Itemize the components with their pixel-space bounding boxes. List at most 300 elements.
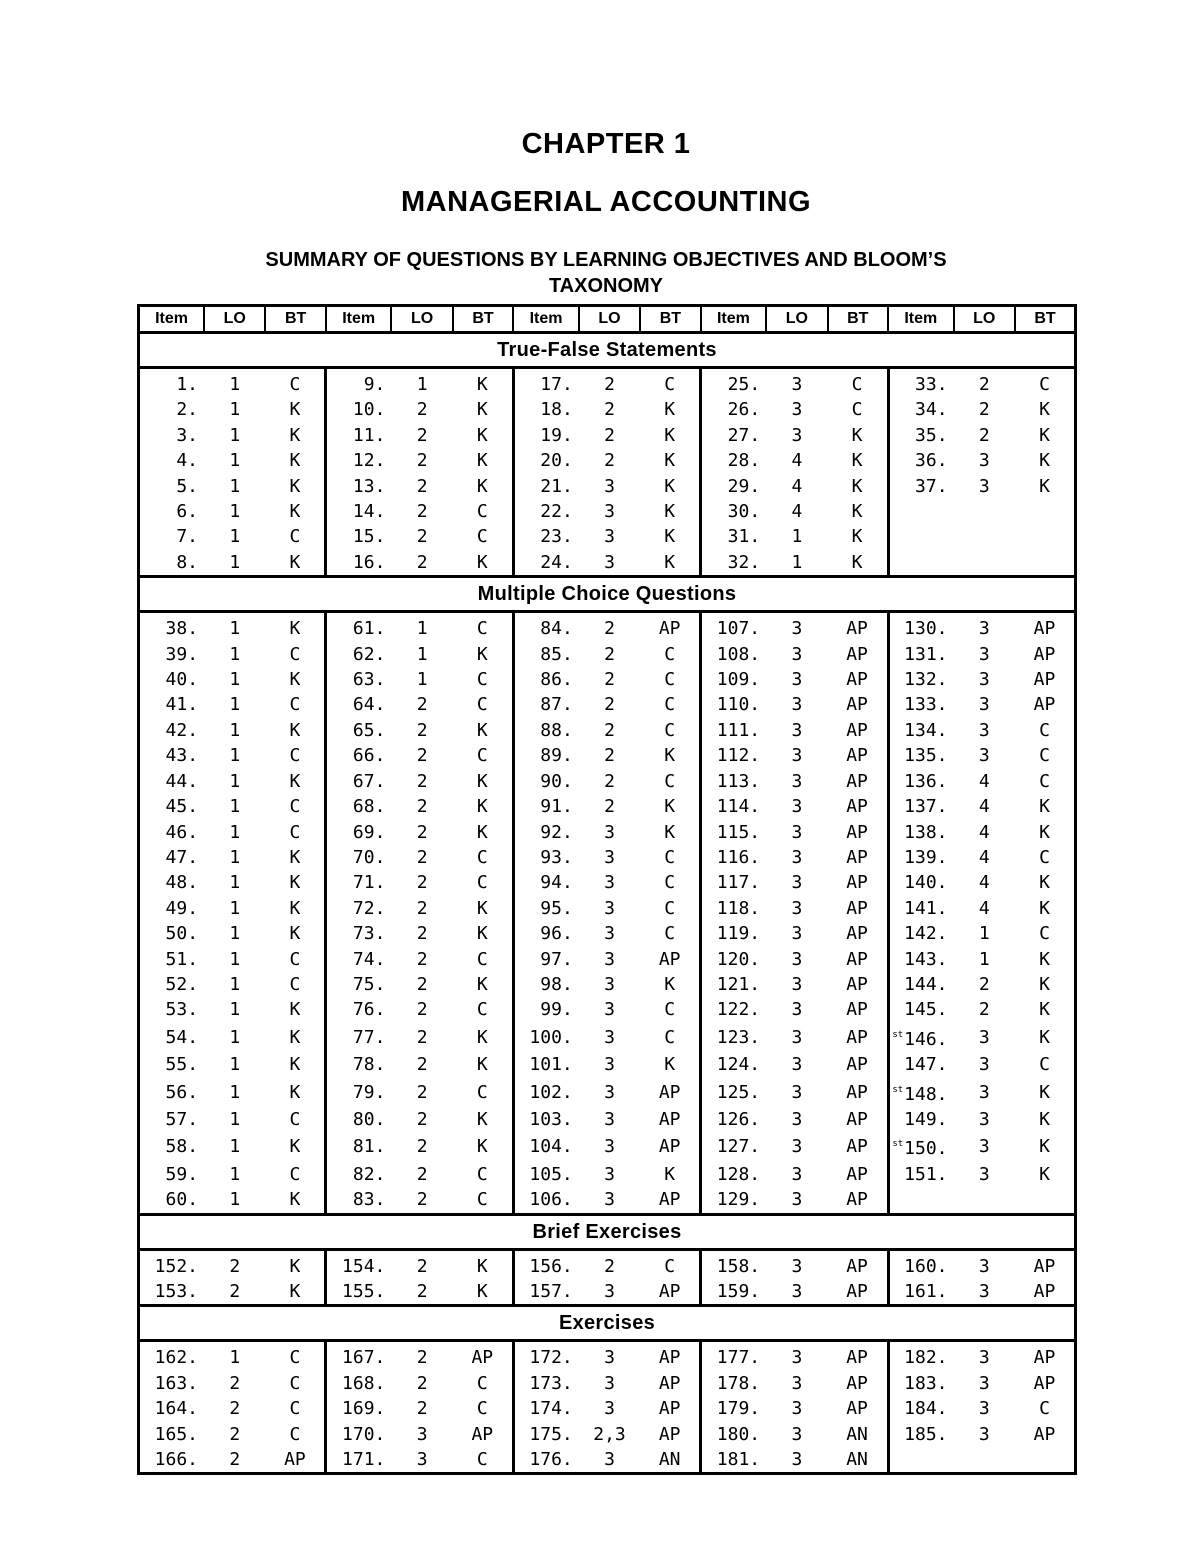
bt-cell: K (289, 475, 301, 497)
item-cell: 3. (176, 424, 199, 446)
lo-cell: 1 (229, 1163, 241, 1185)
bt-cell: AP (846, 796, 868, 818)
lo-cell: 1 (229, 643, 241, 665)
item-cell: 172. (513, 1341, 579, 1371)
col-header-lo: LO (954, 306, 1015, 333)
table-row (139, 1107, 1076, 1132)
item-cell: 176. (513, 1447, 579, 1474)
bt-cell: AP (1033, 1423, 1056, 1445)
bt-cell: K (1039, 1108, 1050, 1130)
bt-cell: AP (658, 1189, 681, 1211)
item-cell: 90. (513, 769, 579, 794)
bt-cell: C (289, 796, 301, 818)
bt-cell: K (289, 1255, 301, 1277)
bt-cell: K (476, 374, 488, 395)
table-body (139, 333, 1076, 1474)
item-cell: 168. (326, 1371, 392, 1396)
bt-cell: K (476, 1281, 488, 1302)
bt-cell: C (1039, 770, 1050, 792)
bt-cell: AP (846, 999, 868, 1021)
lo-cell: 3 (791, 424, 803, 446)
lo-cell: 3 (791, 1449, 803, 1471)
item-cell: 16. (326, 550, 392, 577)
lo-cell: 2 (604, 770, 615, 792)
item-cell: 131. (888, 642, 954, 667)
chapter-heading: CHAPTER 1 (521, 128, 691, 160)
item-cell: 169. (326, 1396, 392, 1421)
bt-cell: AP (1033, 643, 1056, 665)
item-cell: 53. (165, 999, 199, 1021)
bt-cell: AP (284, 1449, 306, 1471)
bt-cell: C (476, 1398, 488, 1420)
item-cell: 112. (701, 743, 767, 768)
bt-cell: C (476, 526, 488, 548)
lo-cell (954, 1187, 1015, 1214)
lo-cell: 2 (416, 1398, 428, 1420)
bt-cell: C (1039, 1398, 1050, 1420)
item-cell: 94. (513, 870, 579, 895)
section-header-row (139, 1306, 1076, 1341)
item-cell: 142. (888, 921, 954, 946)
bt-cell: K (1039, 973, 1050, 995)
bt-cell: AN (846, 1449, 868, 1471)
lo-cell: 3 (978, 694, 990, 716)
bt-cell: AP (1033, 1281, 1056, 1302)
table-row (139, 743, 1076, 768)
lo-cell: 3 (978, 643, 990, 665)
table-row (139, 997, 1076, 1022)
item-cell: 58. (165, 1136, 199, 1158)
lo-cell: 3 (791, 1081, 803, 1103)
col-header-bt: BT (265, 306, 325, 333)
item-cell: 76. (326, 997, 392, 1022)
bt-cell: C (1039, 1054, 1050, 1076)
item-cell: 165. (154, 1423, 199, 1445)
lo-cell: 3 (604, 821, 615, 843)
item-cell: 50. (165, 923, 199, 945)
bt-cell: K (851, 551, 863, 573)
lo-cell: 2 (604, 1255, 615, 1277)
bt-cell: K (289, 450, 301, 472)
bt-cell: AP (846, 948, 868, 970)
item-cell: 117. (701, 870, 767, 895)
item-cell: 129. (701, 1187, 767, 1214)
table-row (139, 612, 1076, 642)
bt-cell: K (476, 796, 488, 818)
item-cell: 151. (888, 1162, 954, 1187)
lo-cell: 1 (978, 948, 990, 970)
bt-cell: AP (846, 846, 868, 868)
col-header-lo: LO (204, 306, 265, 333)
table-row (139, 1279, 1076, 1306)
lo-cell: 2 (229, 1398, 241, 1420)
item-cell: 128. (701, 1162, 767, 1187)
table-row (139, 1078, 1076, 1107)
bt-cell: AP (658, 1372, 681, 1394)
bt-cell: C (476, 745, 488, 767)
item-cell: 164. (154, 1398, 199, 1420)
item-cell: 183. (888, 1371, 954, 1396)
item-cell: 41. (165, 694, 199, 716)
table-row (139, 667, 1076, 692)
item-cell: 130. (888, 612, 954, 642)
lo-cell: 1 (229, 796, 241, 818)
lo-cell: 3 (791, 669, 803, 691)
item-cell: 2. (176, 399, 199, 421)
item-cell: 104. (513, 1132, 579, 1161)
item-cell: 80. (326, 1107, 392, 1132)
lo-cell: 3 (604, 1398, 615, 1420)
lo-cell: 3 (791, 1398, 803, 1420)
lo-cell: 1 (229, 1347, 241, 1369)
section-title: Multiple Choice Questions (139, 577, 1076, 612)
item-cell: 159. (701, 1279, 767, 1306)
lo-cell: 1 (416, 374, 428, 395)
bt-cell: C (476, 948, 488, 970)
item-cell: 74. (326, 947, 392, 972)
lo-cell: 3 (791, 846, 803, 868)
lo-cell: 3 (791, 745, 803, 767)
item-cell (888, 1132, 954, 1161)
lo-cell: 2 (229, 1423, 241, 1445)
lo-cell: 2,3 (593, 1423, 626, 1445)
item-cell: 19. (513, 423, 579, 448)
lo-cell: 3 (604, 948, 615, 970)
bt-cell: K (664, 424, 676, 446)
section-title: True-False Statements (139, 333, 1076, 368)
bt-cell: AP (1033, 1347, 1056, 1369)
item-cell: 173. (513, 1371, 579, 1396)
lo-cell: 3 (791, 1136, 803, 1158)
bt-cell: C (476, 1449, 488, 1471)
bt-cell: C (664, 1255, 676, 1277)
bt-cell: K (1039, 475, 1050, 497)
bt-cell: K (476, 1108, 488, 1130)
item-cell: 115. (701, 820, 767, 845)
lo-cell: 3 (978, 1398, 990, 1420)
bt-cell: K (289, 1026, 301, 1048)
lo-cell: 2 (978, 399, 990, 421)
item-cell: 143. (888, 947, 954, 972)
lo-cell: 3 (978, 1026, 990, 1048)
lo-cell: 3 (604, 1347, 615, 1369)
bt-cell: C (476, 1189, 488, 1211)
item-cell: 28. (701, 448, 767, 473)
bt-cell: C (476, 501, 488, 523)
bt-cell: AP (846, 618, 868, 640)
bt-cell: K (664, 1054, 676, 1076)
col-header-item: Item (888, 306, 954, 333)
lo-cell: 3 (604, 1449, 615, 1471)
lo-cell: 2 (416, 948, 428, 970)
bt-cell: C (289, 374, 301, 395)
item-cell: 18. (513, 397, 579, 422)
item-cell: 13. (326, 474, 392, 499)
item-cell: 77. (326, 1023, 392, 1052)
lo-cell: 1 (229, 501, 241, 523)
lo-cell: 2 (416, 1281, 428, 1302)
item-cell (888, 1187, 954, 1214)
bt-cell: K (1039, 1136, 1050, 1158)
lo-cell: 2 (416, 1136, 428, 1158)
lo-cell: 3 (978, 1136, 990, 1158)
lo-cell: 3 (978, 450, 990, 472)
lo-cell: 3 (978, 1081, 990, 1103)
bt-cell: AP (1033, 618, 1056, 640)
lo-cell: 2 (416, 1054, 428, 1076)
bt-cell: C (476, 872, 488, 894)
item-cell: 86. (513, 667, 579, 692)
table-caption (0, 247, 1200, 299)
item-cell: 119. (701, 921, 767, 946)
table-row (139, 870, 1076, 895)
bt-cell: AP (846, 1026, 868, 1048)
lo-cell: 2 (229, 1449, 241, 1471)
chapter-title: MANAGERIAL ACCOUNTING (400, 186, 812, 218)
bt-cell: K (476, 1026, 488, 1048)
lo-cell: 3 (791, 973, 803, 995)
caption-line-1: SUMMARY OF QUESTIONS BY LEARNING OBJECTIVES AND BLOOM’S (265, 249, 947, 271)
lo-cell: 3 (604, 973, 615, 995)
col-header-lo: LO (766, 306, 827, 333)
item-cell: 43. (165, 745, 199, 767)
bt-cell: AP (846, 745, 868, 767)
item-cell: 136. (888, 769, 954, 794)
section-header-row (139, 577, 1076, 612)
item-cell: 110. (701, 692, 767, 717)
lo-cell: 4 (791, 501, 803, 523)
lo-cell: 3 (604, 1163, 615, 1185)
bt-cell: C (476, 999, 488, 1021)
item-cell (888, 1447, 954, 1474)
bt-cell: C (289, 745, 301, 767)
item-cell: 100. (513, 1023, 579, 1052)
lo-cell: 1 (416, 669, 428, 691)
lo-cell: 1 (229, 846, 241, 868)
lo-cell: 3 (791, 719, 803, 741)
bt-cell: K (289, 1081, 301, 1103)
item-cell: 31. (701, 524, 767, 549)
lo-cell: 3 (604, 846, 615, 868)
lo-cell: 4 (978, 897, 990, 919)
item-cell: 37. (888, 474, 954, 499)
bt-cell: K (289, 399, 301, 421)
bt-cell: C (1039, 923, 1050, 945)
item-cell: 72. (326, 896, 392, 921)
lo-cell: 1 (229, 618, 241, 640)
bt-cell: AP (846, 973, 868, 995)
lo-cell: 1 (229, 1108, 241, 1130)
item-cell: 12. (326, 448, 392, 473)
item-cell: 61. (326, 612, 392, 642)
bt-cell: K (1039, 821, 1050, 843)
lo-cell: 3 (791, 1189, 803, 1211)
bt-cell: C (664, 846, 676, 868)
item-cell: 133. (888, 692, 954, 717)
bt-cell: K (289, 770, 301, 792)
col-header-item: Item (326, 306, 392, 333)
bt-cell: AP (658, 1108, 681, 1130)
lo-cell: 3 (791, 1054, 803, 1076)
lo-cell: 2 (229, 1281, 241, 1302)
bt-cell: K (851, 475, 863, 497)
item-cell: 135. (888, 743, 954, 768)
bt-cell: K (289, 501, 301, 523)
item-cell: 45. (165, 796, 199, 818)
item-cell: 71. (326, 870, 392, 895)
lo-cell: 4 (978, 796, 990, 818)
item-cell: 98. (513, 972, 579, 997)
bt-cell: K (664, 501, 676, 523)
item-cell: 175. (513, 1422, 579, 1447)
col-header-bt: BT (640, 306, 700, 333)
item-number: 146. (904, 1028, 948, 1050)
lo-cell: 2 (416, 526, 428, 548)
bt-cell: K (476, 475, 488, 497)
item-cell: 62. (326, 642, 392, 667)
bt-cell: C (664, 374, 676, 395)
item-cell: 102. (513, 1078, 579, 1107)
item-cell: 51. (165, 948, 199, 970)
bt-cell: K (1039, 1081, 1050, 1103)
item-cell: 138. (888, 820, 954, 845)
item-cell: 124. (701, 1052, 767, 1077)
lo-cell: 1 (229, 450, 241, 472)
bt-cell: K (664, 973, 676, 995)
bt-cell: K (851, 424, 863, 446)
item-cell: 7. (176, 526, 199, 548)
col-header-bt: BT (453, 306, 513, 333)
table-row (139, 1422, 1076, 1447)
bt-cell: C (289, 821, 301, 843)
item-cell: 91. (513, 794, 579, 819)
summary-table (137, 304, 1077, 1475)
item-cell: 96. (513, 921, 579, 946)
item-cell: 89. (513, 743, 579, 768)
item-cell: 134. (888, 718, 954, 743)
item-cell: 35. (888, 423, 954, 448)
item-cell: 4. (176, 450, 199, 472)
bt-cell: C (289, 694, 301, 716)
bt-cell: AP (846, 643, 868, 665)
bt-cell: C (664, 923, 676, 945)
table-row (139, 845, 1076, 870)
item-cell: 145. (888, 997, 954, 1022)
item-cell (888, 1078, 954, 1107)
item-cell: 95. (513, 896, 579, 921)
item-cell: 36. (888, 448, 954, 473)
lo-cell: 2 (416, 872, 428, 894)
table-row (139, 1187, 1076, 1214)
lo-cell: 2 (416, 1347, 428, 1369)
item-cell: 5. (176, 475, 199, 497)
table-row (139, 499, 1076, 524)
table-row (139, 820, 1076, 845)
bt-cell: AP (658, 1081, 681, 1103)
lo-cell: 4 (978, 821, 990, 843)
item-cell: 34. (888, 397, 954, 422)
lo-cell: 2 (416, 501, 428, 523)
bt-cell: K (1039, 1163, 1050, 1185)
table-row (139, 642, 1076, 667)
table-row (139, 368, 1076, 398)
item-cell: 179. (701, 1396, 767, 1421)
table-row (139, 972, 1076, 997)
bt-cell: K (289, 719, 301, 741)
lo-cell: 1 (791, 526, 803, 548)
lo-cell: 3 (604, 1136, 615, 1158)
bt-cell: K (476, 973, 488, 995)
bt-cell: C (476, 1163, 488, 1185)
lo-cell (954, 524, 1015, 549)
item-cell: 153. (154, 1281, 199, 1302)
lo-cell (954, 1447, 1015, 1474)
bt-cell: C (664, 643, 676, 665)
bt-cell: AP (846, 1163, 868, 1185)
lo-cell: 2 (604, 719, 615, 741)
item-cell: 114. (701, 794, 767, 819)
lo-cell: 3 (791, 1372, 803, 1394)
lo-cell: 3 (604, 1108, 615, 1130)
bt-cell: C (289, 948, 301, 970)
bt-cell: AP (1033, 1372, 1056, 1394)
lo-cell: 2 (416, 1026, 428, 1048)
lo-cell: 3 (604, 1081, 615, 1103)
lo-cell: 3 (978, 1108, 990, 1130)
lo-cell: 3 (791, 897, 803, 919)
bt-cell: K (476, 897, 488, 919)
col-header-item: Item (701, 306, 767, 333)
item-cell: 163. (154, 1372, 199, 1394)
col-header-item: Item (513, 306, 579, 333)
lo-cell: 2 (416, 923, 428, 945)
item-cell: 56. (165, 1081, 199, 1103)
bt-cell: C (851, 399, 863, 421)
item-cell: 147. (888, 1052, 954, 1077)
item-cell: 83. (326, 1187, 392, 1214)
bt-cell: K (1039, 796, 1050, 818)
item-cell (888, 550, 954, 577)
item-cell: 123. (701, 1023, 767, 1052)
item-cell: 49. (165, 897, 199, 919)
item-cell (888, 1023, 954, 1052)
table-row (139, 1023, 1076, 1052)
lo-cell: 2 (416, 1108, 428, 1130)
bt-cell: AP (846, 669, 868, 691)
table-row (139, 794, 1076, 819)
item-cell: 64. (326, 692, 392, 717)
bt-cell: K (476, 770, 488, 792)
item-cell: 107. (701, 612, 767, 642)
lo-cell: 2 (416, 719, 428, 741)
bt-cell: K (289, 551, 301, 573)
bt-cell: AP (658, 618, 681, 640)
bt-cell: K (664, 551, 676, 573)
item-cell: 25. (701, 368, 767, 398)
item-cell (888, 499, 954, 524)
bt-cell: K (664, 399, 676, 421)
lo-cell: 3 (978, 745, 990, 767)
item-cell: 182. (888, 1341, 954, 1371)
bt-cell: K (289, 1054, 301, 1076)
bt-cell: K (1039, 399, 1050, 421)
table-row (139, 1249, 1076, 1279)
item-cell: 171. (326, 1447, 392, 1474)
lo-cell: 2 (416, 846, 428, 868)
lo-cell: 2 (416, 450, 428, 472)
lo-cell: 2 (604, 669, 615, 691)
lo-cell: 2 (416, 821, 428, 843)
